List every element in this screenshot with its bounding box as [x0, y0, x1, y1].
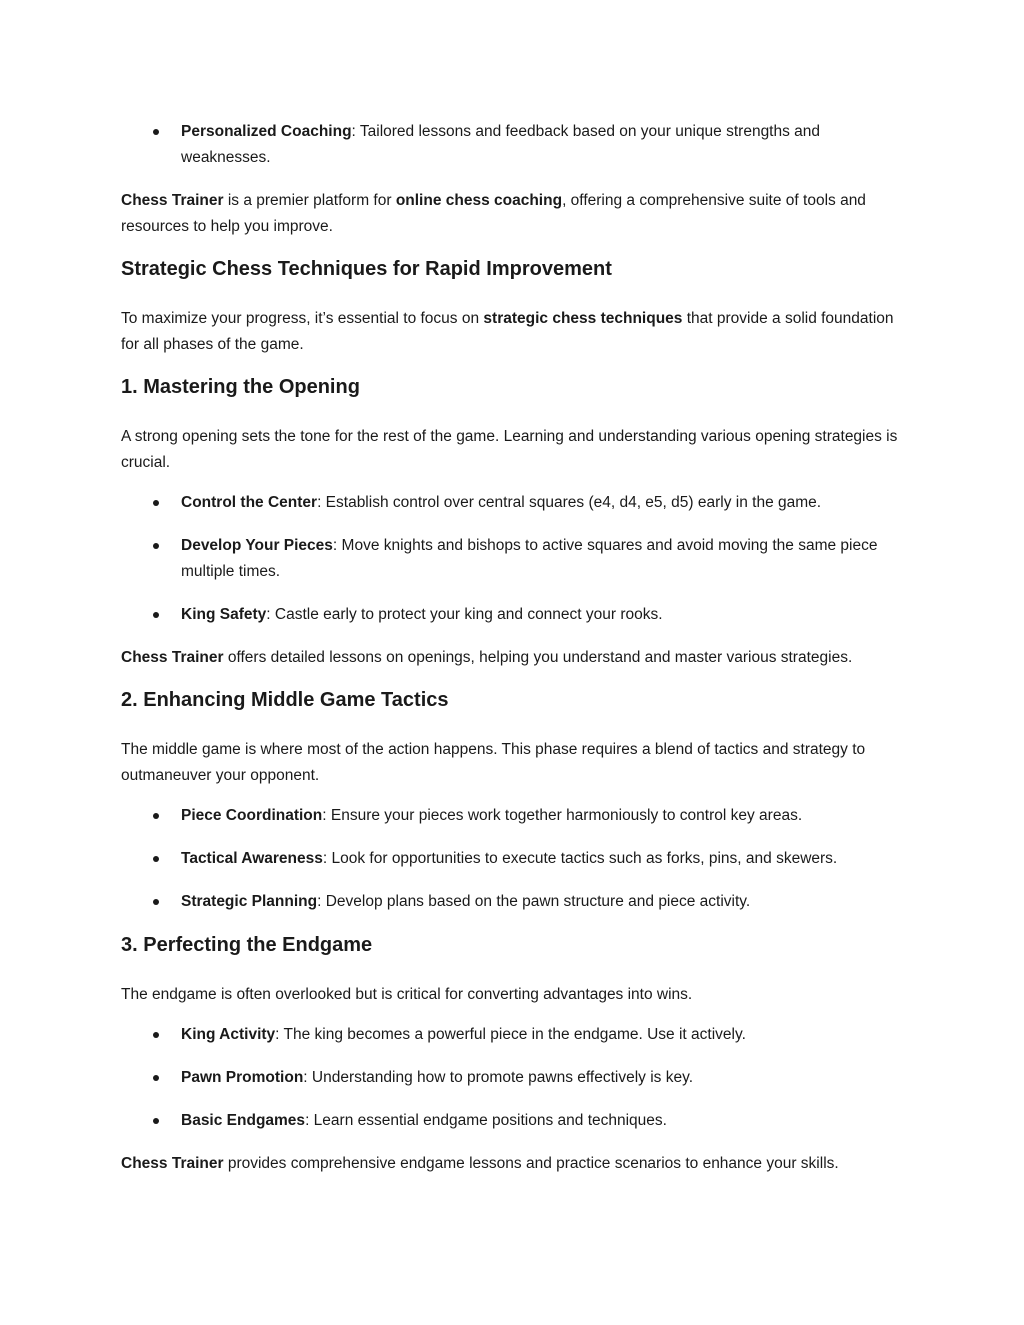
opening-heading: 1. Mastering the Opening: [121, 376, 360, 398]
list-item-text: : The king becomes a powerful piece in the endgame. Use it actively.: [275, 1026, 746, 1043]
paragraph-text: offers detailed lessons on openings, helping you understand and master various strategies.: [223, 649, 853, 666]
intro-paragraph: [121, 188, 911, 240]
list-item: [121, 846, 911, 872]
paragraph-text: is a premier platform for: [223, 192, 396, 209]
bullet-icon: [153, 612, 159, 618]
list-item-text: : Castle early to protect your king and connect your rooks.: [266, 606, 663, 623]
list-item: [121, 889, 911, 915]
section-heading: Strategic Chess Techniques for Rapid Improvement: [121, 258, 612, 280]
list-item-text: : Ensure your pieces work together harmoniously to control key areas.: [322, 807, 803, 824]
list-item-term: Pawn Promotion: [181, 1069, 304, 1086]
bullet-icon: [153, 1118, 159, 1124]
paragraph-text: that provide a solid foundation for all phases of the game.: [121, 310, 894, 353]
list-item-term: Control the Center: [181, 494, 318, 511]
bullet-icon: [153, 500, 159, 506]
list-item: [121, 1022, 911, 1048]
list-item-term: Tactical Awareness: [181, 850, 323, 867]
endgame-intro: The endgame is often overlooked but is critical for converting advantages into wins.: [121, 986, 693, 1003]
list-item-text: : Learn essential endgame positions and techniques.: [305, 1112, 667, 1129]
list-item: [121, 602, 911, 628]
list-item: [121, 1108, 911, 1134]
list-item-term: Personalized Coaching: [181, 123, 352, 140]
list-item-text: : Develop plans based on the pawn structure and piece activity.: [317, 893, 751, 910]
paragraph-text: To maximize your progress, it’s essential to focus on: [121, 310, 484, 327]
opening-list: [121, 490, 911, 628]
list-item-term: Strategic Planning: [181, 893, 318, 910]
paragraph-emphasis: strategic chess techniques: [483, 310, 683, 327]
opening-intro: A strong opening sets the tone for the rest of the game. Learning and understanding various opening strategies is crucial.: [121, 428, 898, 471]
list-item: [121, 1065, 911, 1091]
list-item-term: King Safety: [181, 606, 267, 623]
list-item: [121, 803, 911, 829]
paragraph-emphasis: online chess coaching: [395, 192, 563, 209]
list-item-text: : Look for opportunities to execute tactics such as forks, pins, and skewers.: [322, 850, 838, 867]
list-item-text: : Move knights and bishops to active squares and avoid moving the same piece multiple times.: [181, 537, 878, 580]
list-item-term: Piece Coordination: [181, 807, 323, 824]
list-item-text: : Establish control over central squares (e4, d4, e5, d5) early in the game.: [317, 494, 822, 511]
bullet-icon: [153, 899, 159, 905]
opening-outro: [121, 645, 911, 671]
middle-heading: 2. Enhancing Middle Game Tactics: [121, 689, 449, 711]
middle-intro: The middle game is where most of the action happens. This phase requires a blend of tactics and strategy to outmaneuver your opponent.: [121, 741, 866, 784]
endgame-heading: 3. Perfecting the Endgame: [121, 934, 373, 956]
list-item-term: Basic Endgames: [181, 1112, 306, 1129]
bullet-icon: [153, 543, 159, 549]
list-item: [121, 533, 911, 585]
bullet-icon: [153, 856, 159, 862]
bullet-icon: [153, 1032, 159, 1038]
endgame-outro: [121, 1151, 911, 1177]
list-item-term: Develop Your Pieces: [181, 537, 333, 554]
bullet-icon: [153, 1075, 159, 1081]
list-item: [121, 490, 911, 516]
bullet-icon: [153, 813, 159, 819]
brand-name: Chess Trainer: [121, 1155, 224, 1172]
bullet-icon: [153, 129, 159, 135]
endgame-list: [121, 1022, 911, 1134]
list-item-term: King Activity: [181, 1026, 276, 1043]
paragraph-text: , offering a comprehensive suite of tools and resources to help you improve.: [121, 192, 866, 235]
middle-list: [121, 803, 911, 915]
brand-name: Chess Trainer: [121, 649, 224, 666]
brand-name: Chess Trainer: [121, 192, 224, 209]
intro-list: [121, 119, 911, 171]
list-item: [121, 119, 911, 171]
list-item-text: : Understanding how to promote pawns effectively is key.: [303, 1069, 694, 1086]
list-item-text: : Tailored lessons and feedback based on your unique strengths and weaknesses.: [181, 123, 821, 166]
paragraph-text: provides comprehensive endgame lessons and practice scenarios to enhance your skills.: [223, 1155, 839, 1172]
section-paragraph: [121, 306, 911, 358]
document-content: [121, 119, 911, 1191]
